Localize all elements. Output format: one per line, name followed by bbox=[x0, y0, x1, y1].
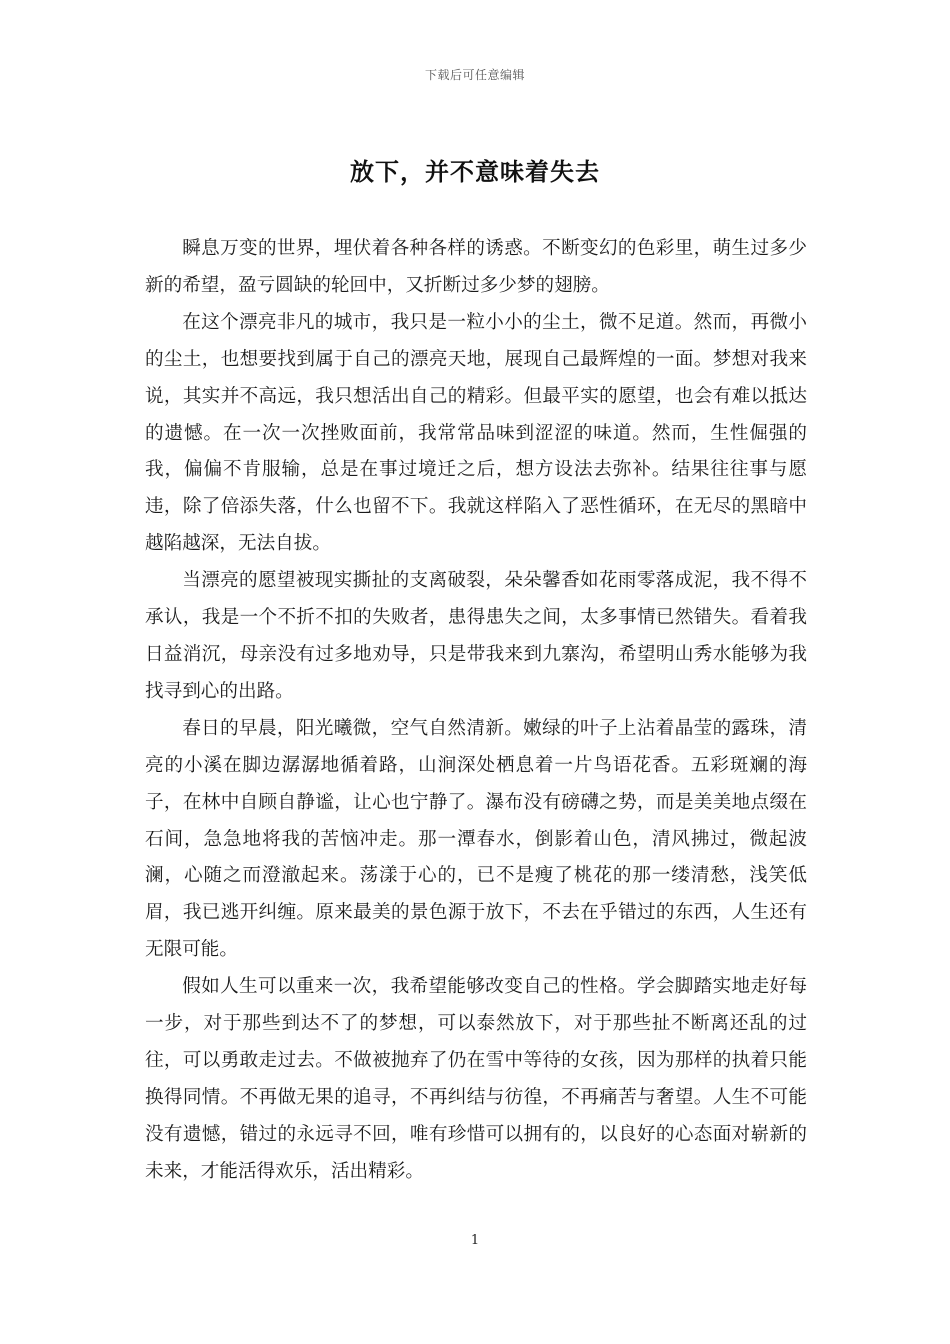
document-body bbox=[145, 231, 807, 1191]
page-number: 1 bbox=[470, 1233, 480, 1248]
paragraph: 在这个漂亮非凡的城市，我只是一粒小小的尘土，微不足道。然而，再微小的尘土，也想要找到属于自己的漂亮天地，展现自己最辉煌的一面。梦想对我来说，其实并不高远，我只想活出自己的精彩。但最平实的愿望，也会有难以抵达的遗憾。在一次一次挫败面前，我常常品味到涩涩的味道。然而，生性倔强的我，偏偏不肯服输，总是在事过境迁之后，想方设法去弥补。结果往往事与愿违，除了倍添失落，什么也留不下。我就这样陷入了恶性循环，在无尽的黑暗中越陷越深，无法自拔。 bbox=[145, 311, 807, 555]
paragraph: 瞬息万变的世界，埋伏着各种各样的诱惑。不断变幻的色彩里，萌生过多少新的希望，盈亏圆缺的轮回中，又折断过多少梦的翅膀。 bbox=[145, 238, 807, 296]
paragraph: 当漂亮的愿望被现实撕扯的支离破裂，朵朵馨香如花雨零落成泥，我不得不承认，我是一个不折不扣的失败者，患得患失之间，太多事情已然错失。看着我日益消沉，母亲没有过多地劝导，只是带我来到九寨沟，希望明山秀水能够为我找寻到心的出路。 bbox=[145, 570, 807, 702]
document-title: 放下，并不意味着失去 bbox=[350, 158, 600, 186]
page-header: 下载后可任意编辑 bbox=[424, 68, 525, 82]
paragraph: 假如人生可以重来一次，我希望能够改变自己的性格。学会脚踏实地走好每一步，对于那些到达不了的梦想，可以泰然放下，对于那些扯不断离还乱的过往，可以勇敢走过去。不做被抛弃了仍在雪中等待的女孩，因为那样的执着只能换得同情。不再做无果的追寻，不再纠结与彷徨，不再痛苦与奢望。人生不可能没有遗憾，错过的永远寻不回，唯有珍惜可以拥有的，以良好的心态面对崭新的未来，才能活得欢乐，活出精彩。 bbox=[145, 976, 807, 1182]
paragraph: 春日的早晨，阳光曦微，空气自然清新。嫩绿的叶子上沾着晶莹的露珠，清亮的小溪在脚边潺潺地循着路，山涧深处栖息着一片鸟语花香。五彩斑斓的海子，在林中自顾自静谧，让心也宁静了。瀑布没有磅礴之势，而是美美地点缀在石间，急急地将我的苦恼冲走。那一潭春水，倒影着山色，清风拂过，微起波澜，心随之而澄澈起来。荡漾于心的，已不是瘦了桃花的那一缕清愁，浅笑低眉，我已逃开纠缠。原来最美的景色源于放下，不去在乎错过的东西，人生还有无限可能。 bbox=[145, 717, 807, 961]
